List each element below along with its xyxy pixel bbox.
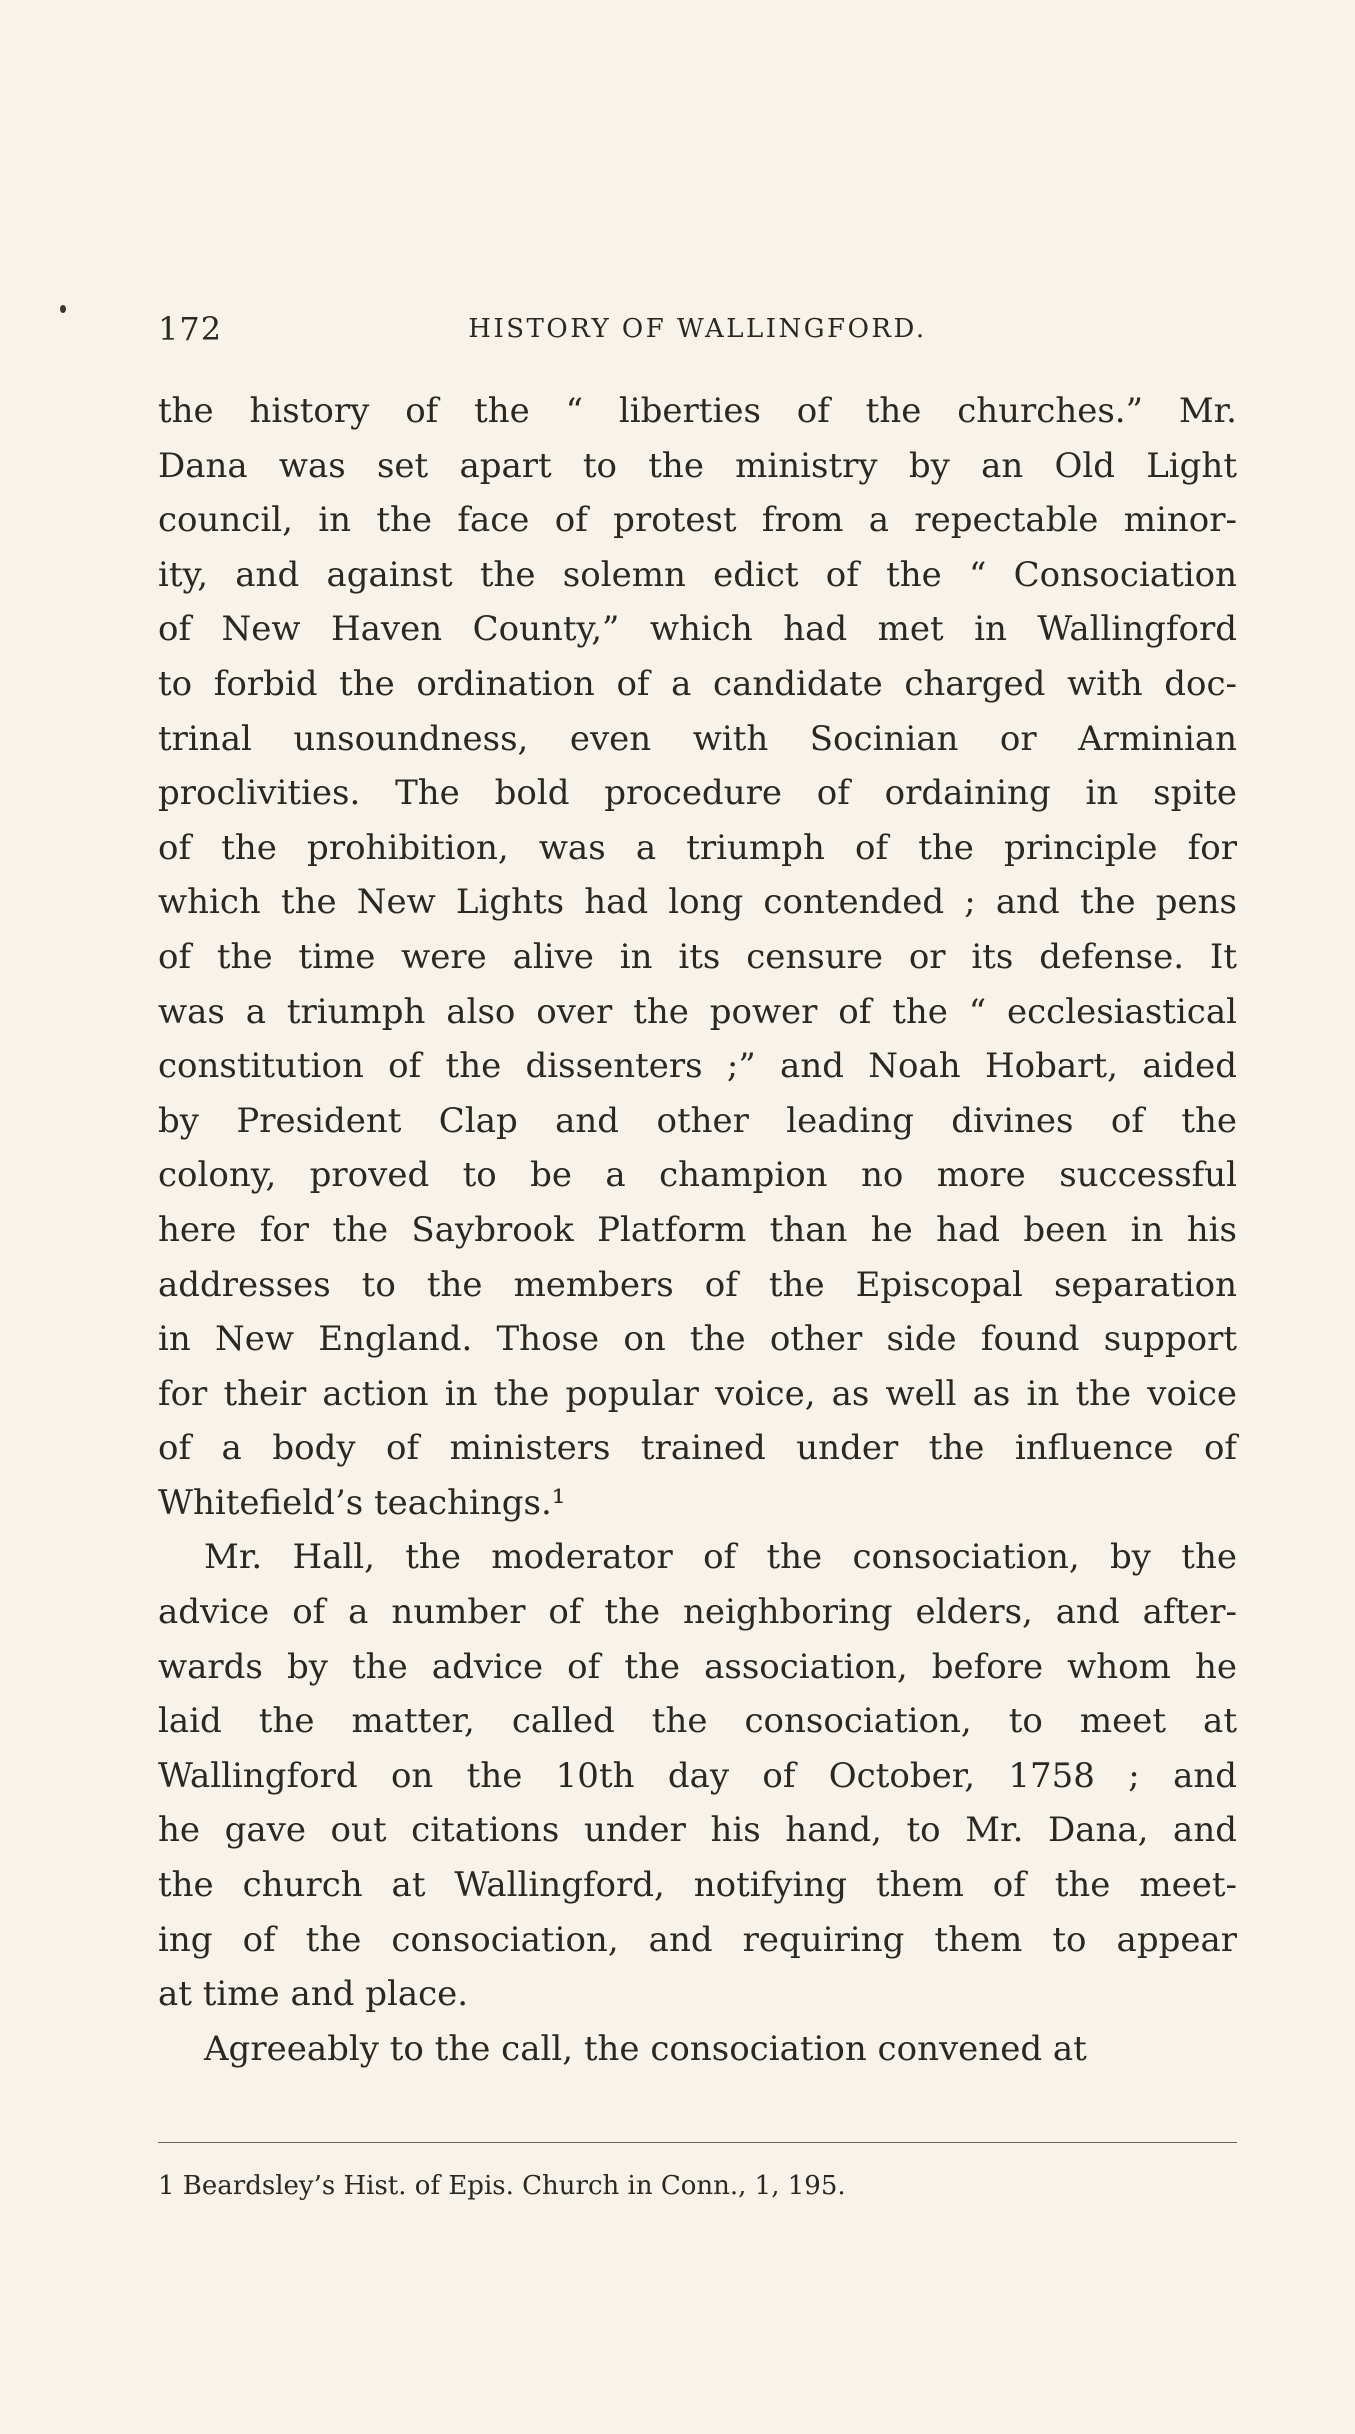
text-line: he gave out citations under his hand, to Mr. Dana, and [158, 1810, 1237, 1851]
text-line: addresses to the members of the Episcopal separation [158, 1264, 1237, 1305]
text-line: Whitefield’s teachings.¹ [158, 1482, 566, 1523]
text-line: of New Haven County,” which had met in Wallingford [158, 609, 1237, 650]
page-number: 172 [158, 310, 223, 348]
text-line: proclivities. The bold procedure of ordaining in spite [158, 773, 1237, 814]
text-line: to forbid the ordination of a candidate charged with doc- [158, 663, 1237, 704]
text-line: Wallingford on the 10th day of October, 1758 ; and [158, 1755, 1237, 1796]
paragraph [158, 2022, 1237, 2077]
text-line: at time and place. [158, 1974, 469, 2015]
text-line: ing of the consociation, and requiring them to appear [158, 1919, 1237, 1960]
text-line: the history of the “ liberties of the churches.” Mr. [158, 391, 1237, 431]
paragraph [158, 1530, 1237, 2021]
text-line: council, in the face of protest from a repectable minor- [158, 500, 1237, 541]
text-line: of the prohibition, was a triumph of the principle for [158, 827, 1237, 868]
footnote-rule [158, 2142, 1237, 2143]
paragraph [158, 384, 1237, 1530]
text-line: which the New Lights had long contended ; and the pens [158, 882, 1237, 923]
text-line: by President Clap and other leading divines of the [158, 1100, 1237, 1141]
body-text [158, 384, 1237, 2076]
text-line: laid the matter, called the consociation, to meet at [158, 1701, 1237, 1742]
text-line: Mr. Hall, the moderator of the consociation, by the [204, 1537, 1237, 1578]
running-head: HISTORY OF WALLINGFORD. [468, 314, 927, 344]
text-line: wards by the advice of the association, before whom he [158, 1646, 1237, 1687]
text-line: was a triumph also over the power of the “ ecclesiastical [158, 991, 1237, 1032]
text-line: colony, proved to be a champion no more successful [158, 1155, 1237, 1196]
text-line: in New England. Those on the other side found support [158, 1319, 1237, 1360]
text-line: of the time were alive in its censure or its defense. It [158, 936, 1237, 977]
text-line: Dana was set apart to the ministry by an Old Light [158, 445, 1237, 486]
ink-speck [60, 305, 66, 313]
text-line: of a body of ministers trained under the influence of [158, 1428, 1237, 1469]
text-line: ity, and against the solemn edict of the “ Consociation [158, 554, 1237, 595]
text-line: advice of a number of the neighboring elders, and after- [158, 1592, 1237, 1633]
text-line: constitution of the dissenters ;” and Noah Hobart, aided [158, 1046, 1237, 1087]
page-header [158, 310, 1237, 354]
text-line: for their action in the popular voice, as well as in the voice [158, 1373, 1237, 1414]
text-line: Agreeably to the call, the consociation convened at [204, 2028, 1087, 2069]
text-line: the church at Wallingford, notifying them of the meet- [158, 1865, 1237, 1906]
footnote: 1 Beardsley’s Hist. of Epis. Church in Conn., 1, 195. [158, 2171, 846, 2201]
text-line: here for the Saybrook Platform than he had been in his [158, 1209, 1237, 1250]
text-line: trinal unsoundness, even with Socinian or Arminian [158, 718, 1237, 759]
